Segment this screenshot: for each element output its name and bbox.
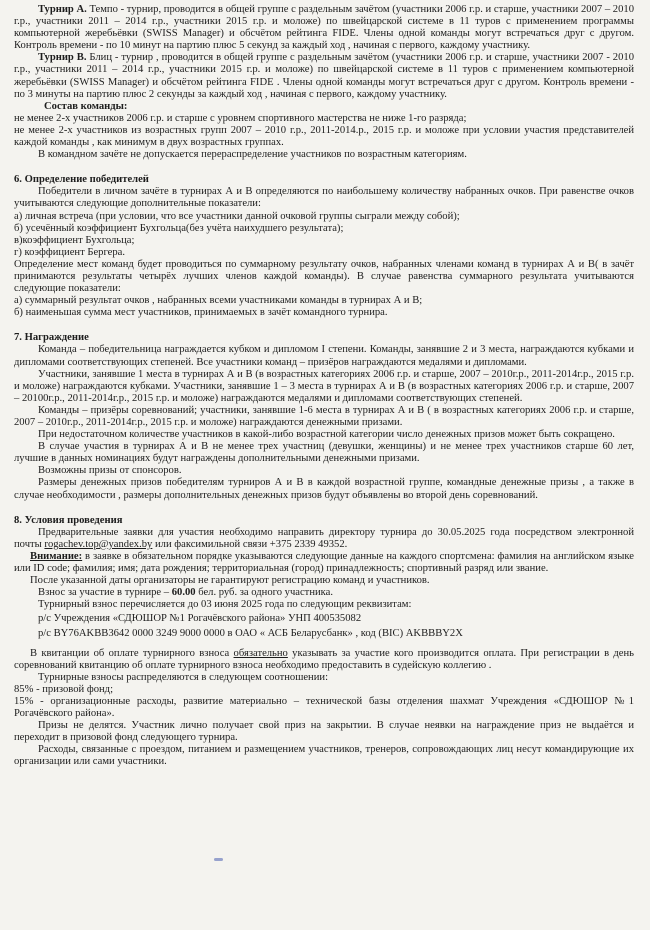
section-6-heading: 6. Определение победителей bbox=[14, 174, 149, 186]
award-cash-paragraph: Команды – призёры соревнований; участники, занявшие 1-6 места в турнирах А и В ( в возрастных категориях 2006 г.р. и старше, 2007 – 2010г.р., 2011-2014г.р., 2015 г.р. и моложе) награждаются денежными призами. bbox=[14, 404, 634, 428]
bank-requisites-1: р/с Учреждения «СДЮШОР №1 Рогачёвского района» УНП 400535082 bbox=[38, 613, 362, 625]
prizes-paragraph: Призы не делятся. Участник лично получает свой приз на закрытии. В случае неявки на награждение приз не выдаётся и переходит в призовой фонд следующего турнира. bbox=[14, 720, 634, 744]
award-reduction-paragraph: При недостаточном количестве участников в какой-либо возрастной категории число денежных призов может быть сокращено. bbox=[38, 429, 615, 441]
fee-amount: 60.00 bbox=[171, 587, 196, 599]
organizational-share: 15% - организационные расходы, развитие материально – технической базы отделения шахмат Учреждения «СДЮШОР №1 Рогачёвского района». bbox=[14, 695, 634, 720]
application-paragraph: Предварительные заявки для участия необходимо направить директору турнира до 30.05.2025 года посредством электронной почты rogachev.top@yandex.by или факсимильной связи +375 2339 49352. bbox=[14, 526, 634, 550]
criterion-b: б) усечённый коэффициент Бухгольца(без учёта наихудшего результата); bbox=[14, 222, 344, 234]
prize-fund-share: 85% - призовой фонд; bbox=[14, 683, 114, 695]
team-rule-2: не менее 2-х участников из возрастных групп 2007 – 2010 г.р., 2011-2014.р., 2015 г.р. и моложе при условии участия представителей каждой команды , как минимум в двух возрастных группах. bbox=[14, 124, 634, 149]
award-amounts-paragraph: Размеры денежных призов победителям турниров А и В в каждой возрастной группе, командные денежные призы , а также в случае необходимости , размеры дополнительных денежных призов будут объявлены во второй день соревнований. bbox=[14, 477, 634, 501]
fee-paragraph: Взнос за участие в турнире – 60.00 бел. руб. за одного участника. bbox=[38, 587, 333, 599]
mandatory-word: обязательно bbox=[233, 647, 288, 659]
tournament-b-title: Турнир В. bbox=[38, 52, 87, 64]
deadline-paragraph: После указанной даты организаторы не гарантируют регистрацию команд и участников. bbox=[30, 575, 430, 587]
receipt-paragraph: В квитанции об оплате турнирного взноса обязательно указывать за участие кого производится оплата. При регистрации в день соревнований квитанцию об оплате турнирного взноса необходимо предоставить в судейскую коллегию . bbox=[14, 647, 634, 671]
pen-mark bbox=[214, 858, 223, 861]
section-6-intro: Победители в личном зачёте в турнирах А и В определяются по наибольшему количеству набранных очков. При равенстве очков учитываются следующие дополнительные показатели: bbox=[14, 186, 634, 210]
bank-requisites-2: р/с BY76AKBB3642 0000 3249 9000 0000 в ОАО « АСБ Беларусбанк» , код (BIC) AKBBBY2X bbox=[38, 627, 463, 639]
team-composition-heading: Состав команды: bbox=[44, 100, 128, 112]
criterion-c: в)коэффициент Бухгольца; bbox=[14, 234, 135, 246]
team-ranking-paragraph: Определение мест команд будет проводиться по суммарному результату очков, набранных членами команд в турнирах А и В( в зачёт принимаются результаты четырёх лучших членов каждой команды). В случае равенства суммарного результата учитываются следующие показатели: bbox=[14, 258, 634, 295]
email-link[interactable]: rogachev.top@yandex.by bbox=[44, 538, 153, 550]
criterion-d: г) коэффициент Бергера. bbox=[14, 246, 126, 258]
award-sponsors-paragraph: Возможны призы от спонсоров. bbox=[38, 465, 182, 477]
team-rule-3: В командном зачёте не допускается перераспределение участников по возрастным категориям. bbox=[38, 149, 467, 161]
tournament-b-paragraph bbox=[14, 52, 634, 100]
tournament-a-text: Темпо - турнир, проводится в общей группе с раздельным зачётом (участники 2006 г.р. и старше, участники 2007 – 2010 г.р., участники 2011 – 2014 г.р., участники 2015 г.р. и моложе) по швейцарской системе в 11 туров с применением программы компьютерной жеребьёвки (SWISS Manager) и обсчётом рейтинга FIDE. Члены одной команды могут встречаться друг с другом. Контроль времени - по 10 минут на партию плюс 5 секунд за каждый ход , начиная с первого, каждому участнику. bbox=[14, 4, 634, 52]
expenses-paragraph: Расходы, связанные с проездом, питанием и размещением участников, тренеров, сопровождающих лиц несут командирующие их организации или сами участники. bbox=[14, 744, 634, 768]
award-individual-paragraph: Участники, занявшие 1 места в турнирах А и В (в возрастных категориях 2006 г.р. и старше, 2007 – 2010г.р., 2011-2014г.р., 2015 г.р. и моложе) награждаются кубками. Участники, занявшие 1 – 3 места в турнирах А и В (в возрастных категориях 2006 г.р. и старше, 2007 – 20100г.р., 2011-2014г.р., 2015 г.р. и моложе) награждаются медалями и дипломами соответствующих степеней. bbox=[14, 368, 634, 404]
section-8-heading: 8. Условия проведения bbox=[14, 514, 123, 526]
attention-label: Внимание: bbox=[30, 550, 83, 562]
payment-paragraph: Турнирный взнос перечисляется до 03 июня 2025 года по следующим реквизитам: bbox=[38, 599, 412, 611]
tournament-b-text: Блиц - турнир , проводится в общей группе с раздельным зачётом (участники 2006 г.р. и старше, участники 2007 - 2010 г.р., участники 2011 – 2014 г.р., участники 2015 г.р. и моложе) по швейцарской системе в 11 туров с применением компьютерной жеребьёвки (SWISS Manager) и обсчётом рейтинга FIDE . Члены одной команды могут встречаться друг с другом. Контроль времени - по 3 минуты на партию плюс 2 секунды за каждый ход , начиная с первого, каждому участнику. bbox=[14, 52, 634, 100]
team-criterion-a: а) суммарный результат очков , набранных всеми участниками команды в турнирах А и В; bbox=[14, 295, 423, 307]
section-7-heading: 7. Награждение bbox=[14, 332, 89, 344]
attention-paragraph: Внимание: в заявке в обязательном порядке указываются следующие данные на каждого спортсмена: фамилия на английском языке или ID code; фамилия; имя; дата рождения; территориальная (город) принадлежность; спортивный разряд или звание. bbox=[14, 550, 634, 575]
team-rule-1: не менее 2-х участников 2006 г.р. и старше с уровнем спортивного мастерства не ниже 1-го разряда; bbox=[14, 112, 467, 124]
tournament-a-title: Турнир А. bbox=[38, 4, 87, 15]
team-criterion-b: б) наименьшая сумма мест участников, принимаемых в зачёт командного турнира. bbox=[14, 307, 388, 319]
criterion-a: а) личная встреча (при условии, что все участники данной очковой группы сыграли между собой); bbox=[14, 210, 460, 222]
tournament-a-paragraph bbox=[14, 4, 634, 52]
fee-distribution-paragraph: Турнирные взносы распределяются в следующем соотношении: bbox=[38, 671, 329, 683]
award-special-paragraph: В случае участия в турнирах А и В не менее трех участниц (девушки, женщины) и не менее трех участников старше 60 лет, лучшие в данных номинациях будут награждены дополнительными денежными призами. bbox=[14, 441, 634, 465]
award-team-paragraph: Команда – победительница награждается кубком и дипломом I степени. Команды, занявшие 2 и 3 места, награждаются кубками и дипломами соответствующих степеней. Все участники команд – призёров награждаются медалями и дипломами. bbox=[14, 344, 634, 368]
